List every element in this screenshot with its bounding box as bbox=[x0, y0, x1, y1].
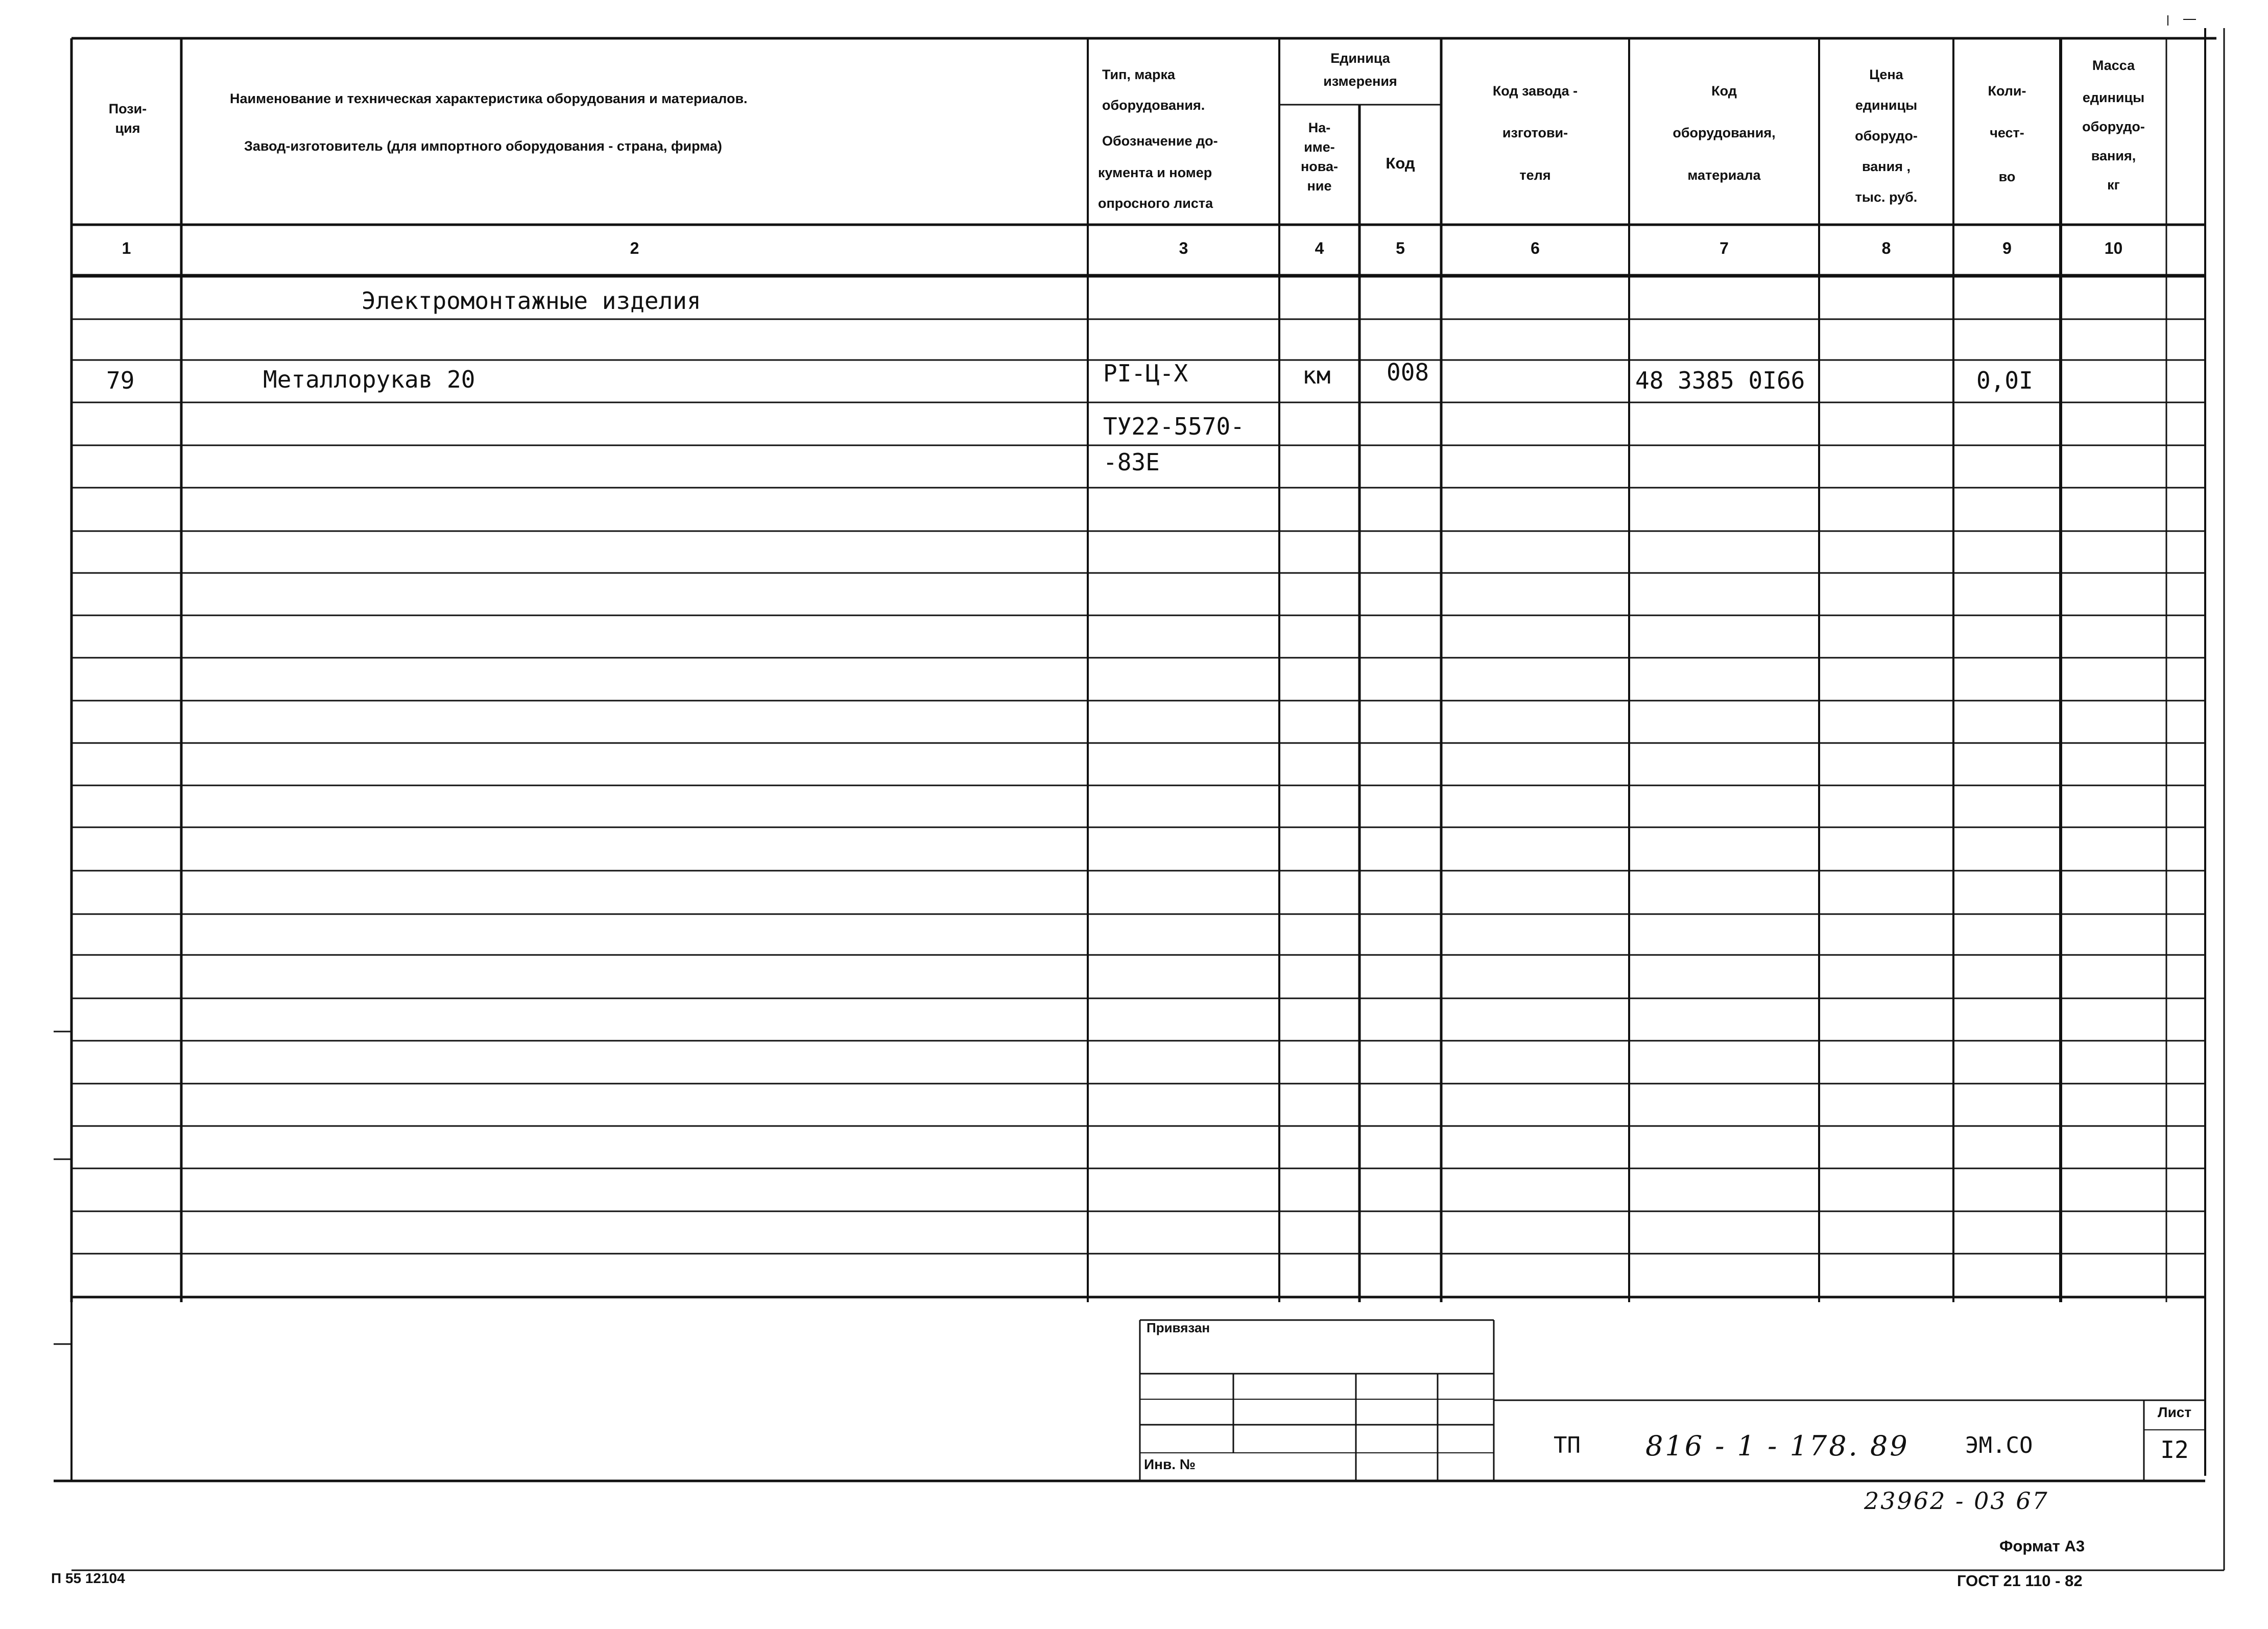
inventory-label: Инв. № bbox=[1144, 1456, 1196, 1472]
column-number: 7 bbox=[1720, 239, 1729, 257]
header-unit-code: Код bbox=[1386, 154, 1415, 172]
sheet-number: I2 bbox=[2160, 1436, 2189, 1464]
cell-type-doc: ТУ22-5570- bbox=[1103, 413, 1245, 440]
cell-type-doc-cont: -83Е bbox=[1103, 448, 1160, 476]
column-number: 9 bbox=[2002, 239, 2012, 257]
format-text: Формат А3 bbox=[1999, 1537, 2085, 1555]
section-title: Электромонтажные изделия bbox=[362, 287, 701, 315]
cell-quantity: 0,0I bbox=[1976, 367, 2033, 394]
doc-prefix: ТП bbox=[1554, 1432, 1581, 1458]
column-number: 8 bbox=[1881, 239, 1891, 257]
cell-unit: км bbox=[1302, 362, 1331, 389]
gost-text: ГОСТ 21 110 - 82 bbox=[1957, 1572, 2083, 1590]
doc-suffix: ЭМ.СО bbox=[1965, 1432, 2033, 1458]
spec-sheet-page: Пози- ция Наименование и техническая характеристика оборудования и материалов. Завод-изготовитель (для импортного оборудования - страна, фирма) Тип, марка оборудования. Обозначение до- кумента и номер опросного листа Единица измерения На- име- нова- ние Код Код завода - изготови- теля Код оборудования, материала Цена единицы оборудо- вания , тыс. руб. Коли- чест- во Масса единицы оборудо- вания, кг 1 2 3 4 5 6 7 8 9 10 Электромонтажные изделия 79 Металлорукав 20 РI-Ц-Х ТУ22-5570- -83Е км 008 48 3385 0I66 0,0I Привязан Инв. № ТП 816 - 1 - 178. 89 ЭМ.СО Лист I2 23962 - 03 67 Формат А3 ГОСТ 21 110 - 82 П 55 12104 bbox=[0, 0, 2268, 1629]
cell-position: 79 bbox=[106, 367, 135, 394]
doc-number: 816 - 1 - 178. 89 bbox=[1645, 1430, 1909, 1462]
bound-label: Привязан bbox=[1147, 1320, 1210, 1335]
cell-type: РI-Ц-Х bbox=[1103, 360, 1188, 387]
sheet-label: Лист bbox=[2157, 1404, 2192, 1420]
column-number: 1 bbox=[122, 239, 131, 257]
column-number: 10 bbox=[2104, 239, 2123, 257]
cell-material-code: 48 3385 0I66 bbox=[1635, 367, 1805, 394]
column-number: 6 bbox=[1531, 239, 1540, 257]
bottom-left-code: П 55 12104 bbox=[51, 1570, 125, 1586]
column-number: 2 bbox=[630, 239, 639, 257]
column-number: 5 bbox=[1396, 239, 1405, 257]
handwritten-number: 23962 - 03 67 bbox=[1864, 1487, 2049, 1515]
column-number: 4 bbox=[1315, 239, 1324, 257]
cell-name: Металлорукав 20 bbox=[263, 366, 475, 393]
cell-unit-code: 008 bbox=[1387, 358, 1429, 386]
column-number: 3 bbox=[1179, 239, 1188, 257]
